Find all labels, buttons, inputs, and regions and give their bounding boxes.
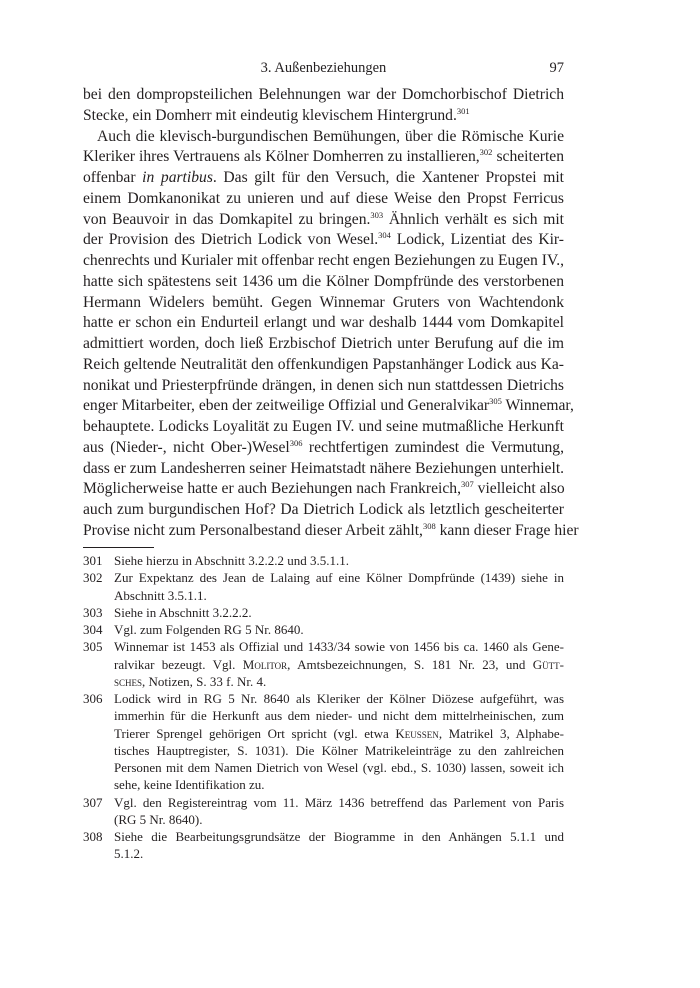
text-run: tisches Hauptregister, S. 1031). Die Kölner Matrikeleinträge zu den zahlreichen	[114, 742, 564, 758]
footnote-line	[114, 552, 564, 569]
footnote-reference[interactable]: 303	[370, 209, 384, 220]
text-run: von Beauvoir in das Domkapitel zu bringen.	[83, 210, 371, 228]
text-run: sehe, keine Identifikation zu.	[114, 777, 265, 793]
text-run: Auch die klevisch-burgundischen Bemühungen, über die Römische Kurie	[97, 127, 564, 145]
text-run: 5.1.2.	[114, 846, 144, 862]
footnote-line	[114, 587, 564, 604]
text-run: Provise nicht zum Personalbestand dieser Arbeit zählt,	[83, 521, 423, 539]
text-run: ralvikar bezeugt. Vgl.	[114, 656, 243, 672]
text-run: dass er zum Landesherren seiner Heimatstadt nähere Beziehungen unterhielt.	[83, 459, 565, 477]
text-run: . Das gilt für den Versuch, die Xantener Propstei mit	[212, 169, 564, 186]
text-run: Trierer Sprengel gehörigen Ort spricht (vgl. etwa	[114, 725, 396, 741]
body-line	[83, 293, 564, 314]
footnote-line	[114, 794, 564, 811]
text-run: nonikat und Priesterpfründe drängen, in denen sich nun stattdessen Dietrichs	[83, 376, 564, 394]
footnote-separator	[83, 547, 154, 548]
text-run: auch zum burgundischen Hof? Da Dietrich Lodick als letztlich gescheiterter	[83, 501, 564, 518]
footnote-line	[114, 759, 564, 776]
body-line	[83, 417, 564, 438]
footnote-line	[114, 725, 564, 742]
text-run: offenbar	[83, 169, 143, 186]
body-line	[83, 459, 564, 480]
body-line	[83, 438, 564, 459]
body-line	[83, 251, 564, 272]
text-run: Siehe hierzu in Abschnitt 3.2.2.2 und 3.5.1.1.	[114, 553, 350, 568]
page-number: 97	[549, 60, 564, 76]
footnote-line	[114, 742, 564, 759]
footnote-number: 304	[83, 622, 103, 637]
text-run: Personen mit dem Namen Dietrich von Wesel (vgl. ebd., S. 1030) lassen, soweit ich	[114, 760, 564, 775]
footnote-line	[114, 621, 564, 638]
text-run: aus (Nieder-, nicht Ober-)Wesel	[83, 438, 290, 456]
footnote-line	[114, 707, 564, 724]
footnote-number: 308	[83, 829, 103, 844]
text-run: Hermann Widelers bemüht. Gegen Winnemar Gruters von Wachtendonk	[83, 293, 564, 311]
text-run: einem Domkanonikat zu unieren und auf diese Weise den Propst Ferricus	[83, 189, 564, 207]
text-run: Lodick, Lizentiat des Kir-	[390, 231, 564, 249]
text-run: Abschnitt 3.5.1.1.	[114, 587, 207, 603]
text-run: admittiert worden, doch ließ Erzbischof Dietrich unter Berufung auf die im	[83, 335, 564, 352]
footnote-308	[83, 828, 564, 863]
text-run: immerhin für die Herkunft aus dem nieder- und nicht dem mittelrheinischen, zum	[114, 708, 564, 724]
author-name-smallcaps: Molitor	[242, 656, 288, 672]
footnote-line	[114, 776, 564, 793]
text-run: (RG 5 Nr. 8640).	[114, 811, 203, 827]
text-run: Zur Expektanz des Jean de Lalaing auf eine Kölner Dompfründe (1439) siehe in	[114, 570, 564, 586]
text-run: Kleriker ihres Vertrauens als Kölner Domherren zu installieren,	[83, 148, 480, 166]
footnote-301	[83, 552, 564, 569]
footnote-reference[interactable]: 307	[461, 479, 474, 490]
footnote-reference[interactable]: 304	[378, 230, 391, 241]
running-title: 3. Außenbeziehungen	[260, 60, 387, 76]
body-line	[83, 230, 564, 251]
body-line	[83, 168, 564, 189]
footnote-307	[83, 794, 564, 829]
body-line	[83, 189, 564, 210]
footnote-number: 302	[83, 570, 103, 586]
author-name-smallcaps: sches	[114, 673, 143, 689]
text-run: Möglicherweise hatte er auch Beziehungen nach Frankreich,	[83, 480, 461, 498]
text-run: enger Mitarbeiter, eben der zeitweilige Offizial und Generalvikar	[83, 397, 490, 415]
footnote-305	[83, 638, 564, 690]
text-run: Ähnlich verhält es sich mit	[383, 210, 564, 228]
footnote-line	[114, 845, 564, 862]
text-run: chenrechts und Kurialer mit offenbar recht engen Beziehungen zu Eugen IV.,	[83, 252, 564, 269]
running-header	[83, 58, 564, 80]
text-run: , Matrikel 3, Alphabe-	[438, 725, 564, 741]
text-run: hatte er schon ein Endurteil erlangt und war deshalb 1444 vom Domkapitel	[83, 314, 564, 332]
text-run: kann dieser Frage hier	[435, 521, 579, 539]
text-run: Winnemar ist 1453 als Offizial und 1433/34 sowie von 1456 bis ca. 1460 als Gene-	[114, 639, 564, 655]
footnote-reference[interactable]: 302	[479, 147, 493, 158]
footnote-number: 307	[83, 794, 103, 810]
text-run: scheiterten	[492, 148, 564, 166]
footnote-line	[114, 569, 564, 586]
body-line	[83, 85, 564, 106]
footnote-304	[83, 621, 564, 638]
body-line	[83, 376, 564, 397]
body-line	[83, 334, 564, 355]
body-line	[83, 210, 564, 231]
text-run: bei den dompropsteilichen Belehnungen war der Domchorbischof Dietrich	[83, 86, 564, 103]
text-run: , Notizen, S. 33 f. Nr. 4.	[142, 673, 267, 689]
footnote-line	[114, 828, 564, 845]
body-line	[83, 479, 564, 500]
author-name-smallcaps: Gütt-	[532, 656, 564, 672]
text-run: Vgl. den Registereintrag vom 11. März 1436 betreffend das Parlement von Paris	[114, 794, 564, 810]
body-line	[83, 106, 564, 127]
body-line	[83, 272, 564, 293]
body-line	[83, 355, 564, 376]
footnote-line	[114, 690, 564, 707]
italic-text: in partibus	[142, 169, 213, 186]
footnote-reference[interactable]: 305	[489, 396, 502, 407]
text-run: Winnemar,	[501, 397, 574, 415]
text-run: Vgl. zum Folgenden RG 5 Nr. 8640.	[114, 622, 304, 637]
text-run: hatte sich spätestens seit 1436 um die Kölner Dompfründe des verstorbenen	[83, 272, 564, 290]
body-text	[83, 85, 579, 542]
text-run: Lodick wird in RG 5 Nr. 8640 als Kleriker der Kölner Diözese aufgeführt, was	[114, 691, 564, 706]
footnote-302	[83, 569, 564, 604]
text-run: rechtfertigen zumindest die Vermutung,	[302, 438, 564, 456]
footnote-line	[114, 604, 564, 621]
text-run: Reich geltende Neutralität den offenkundigen Papstanhänger Lodick aus Ka-	[83, 355, 564, 373]
body-line	[83, 520, 579, 542]
footnote-number: 305	[83, 639, 103, 655]
footnote-reference[interactable]: 301	[456, 105, 470, 116]
footnote-line	[114, 638, 564, 655]
body-line	[83, 313, 564, 334]
body-line	[83, 147, 564, 168]
text-run: vielleicht also	[473, 480, 565, 498]
text-run: Siehe in Abschnitt 3.2.2.2.	[114, 604, 252, 620]
footnote-line	[114, 811, 564, 828]
footnote-line	[114, 656, 564, 673]
footnotes	[83, 552, 564, 863]
footnote-number: 301	[83, 553, 103, 568]
footnote-303	[83, 604, 564, 621]
text-run: der Provision des Dietrich Lodick von Wesel.	[83, 231, 379, 249]
footnote-306	[83, 690, 564, 794]
body-line	[83, 500, 564, 521]
body-line	[83, 396, 574, 417]
text-run: behauptete. Lodicks Loyalität zu Eugen IV. und seine mutmaßliche Herkunft	[83, 418, 564, 435]
footnote-number: 306	[83, 691, 103, 706]
footnote-reference[interactable]: 306	[289, 437, 303, 448]
text-run: Siehe die Bearbeitungsgrundsätze der Biogramme in den Anhängen 5.1.1 und	[114, 829, 564, 844]
footnote-number: 303	[83, 604, 103, 620]
text-run: , Amtsbezeichnungen, S. 181 Nr. 23, und	[287, 656, 533, 672]
author-name-smallcaps: Keussen	[395, 725, 439, 741]
footnote-line	[114, 673, 564, 690]
footnote-reference[interactable]: 308	[422, 520, 436, 531]
body-line	[83, 127, 564, 148]
text-run: Stecke, ein Domherr mit eindeutig klevischem Hintergrund.	[83, 106, 457, 124]
